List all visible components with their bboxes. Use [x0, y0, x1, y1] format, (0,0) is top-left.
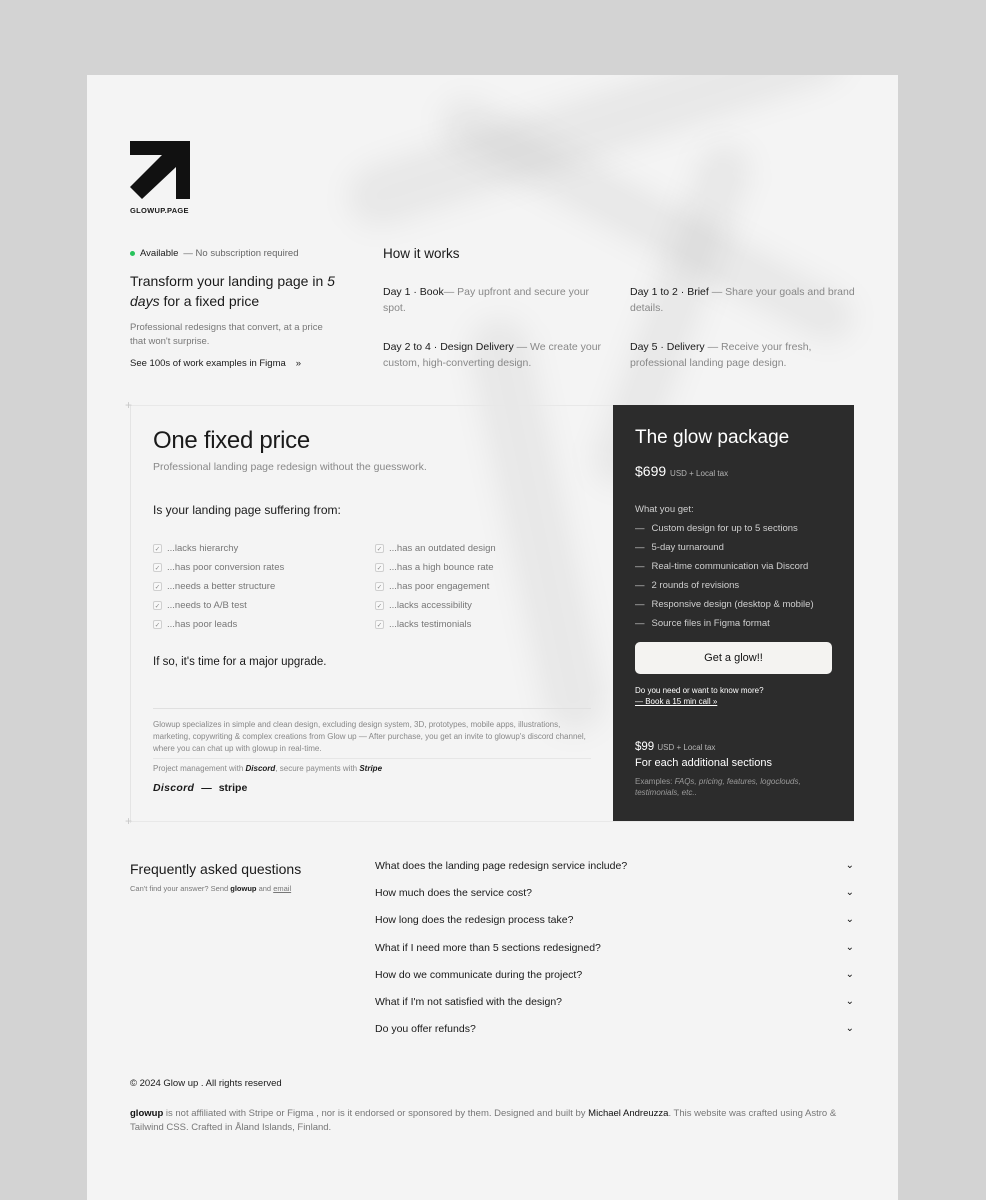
book-call-link[interactable]: — Book a 15 min call »: [635, 697, 718, 706]
addon-price-note: USD + Local tax: [657, 743, 716, 752]
features-list: [635, 519, 835, 633]
know-more-question: Do you need or want to know more?: [635, 686, 764, 695]
checkbox-icon: ✓: [376, 545, 383, 553]
feature-label: Responsive design (desktop & mobile): [651, 599, 814, 610]
step-label: Day 1 · Book: [383, 286, 444, 298]
faq-item[interactable]: [375, 996, 854, 1023]
leaf-shadow: [464, 313, 610, 736]
feature-item: [635, 576, 835, 595]
features-title: What you get:: [635, 504, 694, 515]
feature-item: [635, 595, 835, 614]
fine-print: Glowup specializes in simple and clean design, excluding design system, 3D, prototypes, mobile apps, illustrations, marketing, copywriting & complex creations from Glow up — After purchase, you get an invite to glowup's discord channel, where you can chat up with glowup in real-time.: [153, 720, 586, 753]
checklist-item: [153, 615, 373, 634]
figma-link-label: See 100s of work examples in Figma: [130, 358, 286, 369]
feature-label: 5-day turnaround: [651, 542, 724, 553]
checklist-item: [375, 577, 595, 596]
available-label: Available: [140, 248, 179, 259]
faq-sub-text: Can't find your answer? Send: [130, 884, 231, 893]
checklist-label: ...has an outdated design: [389, 543, 496, 554]
faq-item[interactable]: [375, 860, 854, 887]
availability-status: [130, 248, 299, 259]
step-text: — Receive your fresh, professional landing page design.: [630, 341, 812, 369]
price-note: USD + Local tax: [670, 469, 729, 478]
pm-text: Project management with: [153, 764, 246, 773]
checkbox-icon: ✓: [376, 564, 383, 572]
no-subscription-label: — No subscription required: [183, 248, 299, 259]
checkbox-icon: ✓: [154, 545, 161, 553]
faq-item[interactable]: [375, 969, 854, 996]
checklist-item: [153, 539, 373, 558]
checklist-item: [153, 577, 373, 596]
package-price: [635, 463, 728, 479]
logo-separator: —: [201, 782, 212, 794]
chevron-down-icon: ⌄: [845, 860, 854, 871]
step-text: — Pay upfront and secure your spot.: [383, 286, 590, 314]
checklist-label: ...needs a better structure: [167, 581, 276, 592]
checklist-label: ...has a high bounce rate: [389, 562, 494, 573]
feature-label: Custom design for up to 5 sections: [651, 523, 798, 534]
faq-item[interactable]: [375, 887, 854, 914]
faq-title: Frequently asked questions: [130, 861, 302, 877]
faq-item[interactable]: [375, 1023, 854, 1050]
step-design-delivery: [383, 339, 608, 371]
feature-label: 2 rounds of revisions: [651, 580, 740, 591]
step-brief: [630, 284, 855, 316]
corner-plus-icon: +: [125, 398, 133, 412]
chevron-down-icon: ⌄: [845, 1023, 854, 1035]
dash-icon: —: [635, 561, 645, 572]
step-label: Day 2 to 4 · Design Delivery: [383, 341, 514, 353]
feature-item: [635, 557, 835, 576]
faq-subtitle: [130, 884, 291, 893]
checkbox-icon: ✓: [376, 621, 383, 629]
faq-email-link[interactable]: email: [273, 884, 292, 893]
faq-item[interactable]: [375, 942, 854, 969]
pm-text: , secure payments with: [275, 764, 360, 773]
addon-examples: [635, 776, 825, 798]
dash-icon: —: [635, 542, 645, 553]
suffering-title: Is your landing page suffering from:: [153, 503, 341, 517]
addon-examples-text: FAQs, pricing, features, logoclouds, testimonials, etc..: [635, 777, 801, 797]
checklist-label: ...lacks hierarchy: [167, 543, 239, 554]
checkbox-icon: ✓: [154, 621, 161, 629]
copyright: © 2024 Glow up . All rights reserved: [130, 1078, 282, 1089]
author-link[interactable]: Michael Andreuzza: [588, 1108, 669, 1119]
panel-border: [130, 821, 854, 822]
stripe-logo: stripe: [218, 782, 248, 794]
pm-stripe: Stripe: [359, 764, 383, 773]
checkbox-icon: ✓: [376, 583, 383, 591]
divider: [153, 708, 591, 709]
addon-title: For each additional sections: [635, 757, 772, 769]
pricing-title: One fixed price: [153, 427, 310, 454]
know-more: [635, 685, 764, 707]
step-text: — Share your goals and brand details.: [630, 286, 855, 314]
logo[interactable]: [130, 141, 192, 215]
corner-plus-icon: +: [125, 814, 133, 828]
discord-logo: Discord: [153, 782, 195, 794]
checklist-label: ...has poor leads: [167, 619, 238, 630]
checklist-left: [153, 539, 373, 634]
page-card: [87, 75, 898, 1200]
legal-text: is not affiliated with Stripe or Figma , nor is it endorsed or sponsored by them. Designed and built by: [163, 1108, 589, 1119]
checkbox-icon: ✓: [376, 602, 383, 610]
get-a-glow-button[interactable]: Get a glow!!: [635, 642, 832, 674]
status-dot-icon: [130, 251, 135, 256]
hero-title-emphasis: 5 days: [130, 273, 335, 309]
package-card: [613, 405, 854, 821]
checklist-item: [375, 596, 595, 615]
dash-icon: —: [635, 599, 645, 610]
checkbox-icon: ✓: [154, 602, 161, 610]
step-label: Day 1 to 2 · Brief: [630, 286, 709, 298]
partner-logos: [153, 782, 247, 794]
panel-border: [130, 405, 613, 406]
chevron-down-icon: ⌄: [845, 914, 854, 926]
faq-question: Do you offer refunds?: [375, 1023, 476, 1036]
legal-brand: glowup: [130, 1108, 164, 1119]
faq-item[interactable]: [375, 914, 854, 941]
checklist-label: ...needs to A/B test: [167, 600, 247, 611]
hero-title: [130, 272, 340, 311]
step-delivery: [630, 339, 855, 371]
step-label: Day 5 · Delivery: [630, 341, 705, 353]
dash-icon: —: [635, 618, 645, 629]
upgrade-statement: If so, it's time for a major upgrade.: [153, 656, 327, 668]
faq-question: What if I'm not satisfied with the design?: [375, 995, 563, 1008]
checkbox-icon: ✓: [154, 564, 161, 572]
chevron-down-icon: ⌄: [845, 887, 854, 899]
checklist-item: [153, 596, 373, 615]
dash-icon: —: [635, 580, 645, 591]
checklist-item: [153, 558, 373, 577]
package-title: The glow package: [635, 427, 790, 448]
how-it-works-title: How it works: [383, 246, 460, 261]
addon-price: [635, 741, 715, 753]
hero-subtitle: Professional redesigns that convert, at a price that won't surprise.: [130, 322, 323, 347]
double-chevron-icon: »: [295, 358, 302, 369]
faq-list: [375, 860, 854, 1050]
hero-title-part-a: Transform your landing page in: [130, 273, 324, 289]
checklist-label: ...has poor engagement: [389, 581, 490, 592]
addon-examples-label: Examples:: [635, 777, 675, 786]
chevron-down-icon: ⌄: [845, 968, 854, 980]
leaf-shadow: [340, 75, 853, 234]
step-book: [383, 284, 608, 316]
faq-question: How do we communicate during the project?: [375, 968, 583, 981]
faq-question: What does the landing page redesign service include?: [375, 860, 628, 872]
checklist-label: ...lacks testimonials: [389, 619, 472, 630]
dash-icon: —: [635, 523, 645, 534]
faq-glowup-link[interactable]: glowup: [230, 884, 257, 893]
divider: [153, 758, 591, 759]
checklist-right: [375, 539, 595, 634]
checklist-item: [375, 539, 595, 558]
feature-label: Source files in Figma format: [651, 618, 770, 629]
chevron-down-icon: ⌄: [845, 941, 854, 953]
logo-text: GLOWUP.PAGE: [130, 206, 189, 215]
hero-title-part-b: for a fixed price: [163, 292, 260, 309]
legal-note: [130, 1107, 860, 1135]
checklist-item: [375, 558, 595, 577]
legal-text: . This website was crafted using Astro & Tailwind CSS. Crafted in Åland Islands, Finland.: [130, 1108, 837, 1133]
checkbox-icon: ✓: [154, 583, 161, 591]
addon-price-value: $99: [635, 741, 655, 753]
feature-item: [635, 538, 835, 557]
faq-question: What if I need more than 5 sections redesigned?: [375, 941, 601, 954]
checklist-label: ...lacks accessibility: [389, 600, 472, 611]
logo-mark-icon: [130, 141, 190, 199]
pm-discord: Discord: [245, 764, 276, 773]
step-text: — We create your custom, high-converting design.: [383, 341, 602, 369]
pricing-subtitle: Professional landing page redesign without the guesswork.: [153, 461, 427, 473]
project-management-note: [153, 764, 382, 773]
checklist-label: ...has poor conversion rates: [167, 562, 285, 573]
panel-border: [130, 405, 131, 823]
feature-item: [635, 614, 835, 633]
feature-label: Real-time communication via Discord: [651, 561, 809, 572]
checklist-item: [375, 615, 595, 634]
feature-item: [635, 519, 835, 538]
price-value: $699: [635, 463, 667, 479]
faq-question: How long does the redesign process take?: [375, 914, 574, 927]
faq-sub-text: and: [256, 884, 274, 893]
figma-examples-link[interactable]: [130, 358, 301, 369]
chevron-down-icon: ⌄: [845, 995, 854, 1007]
faq-question: How much does the service cost?: [375, 887, 532, 900]
